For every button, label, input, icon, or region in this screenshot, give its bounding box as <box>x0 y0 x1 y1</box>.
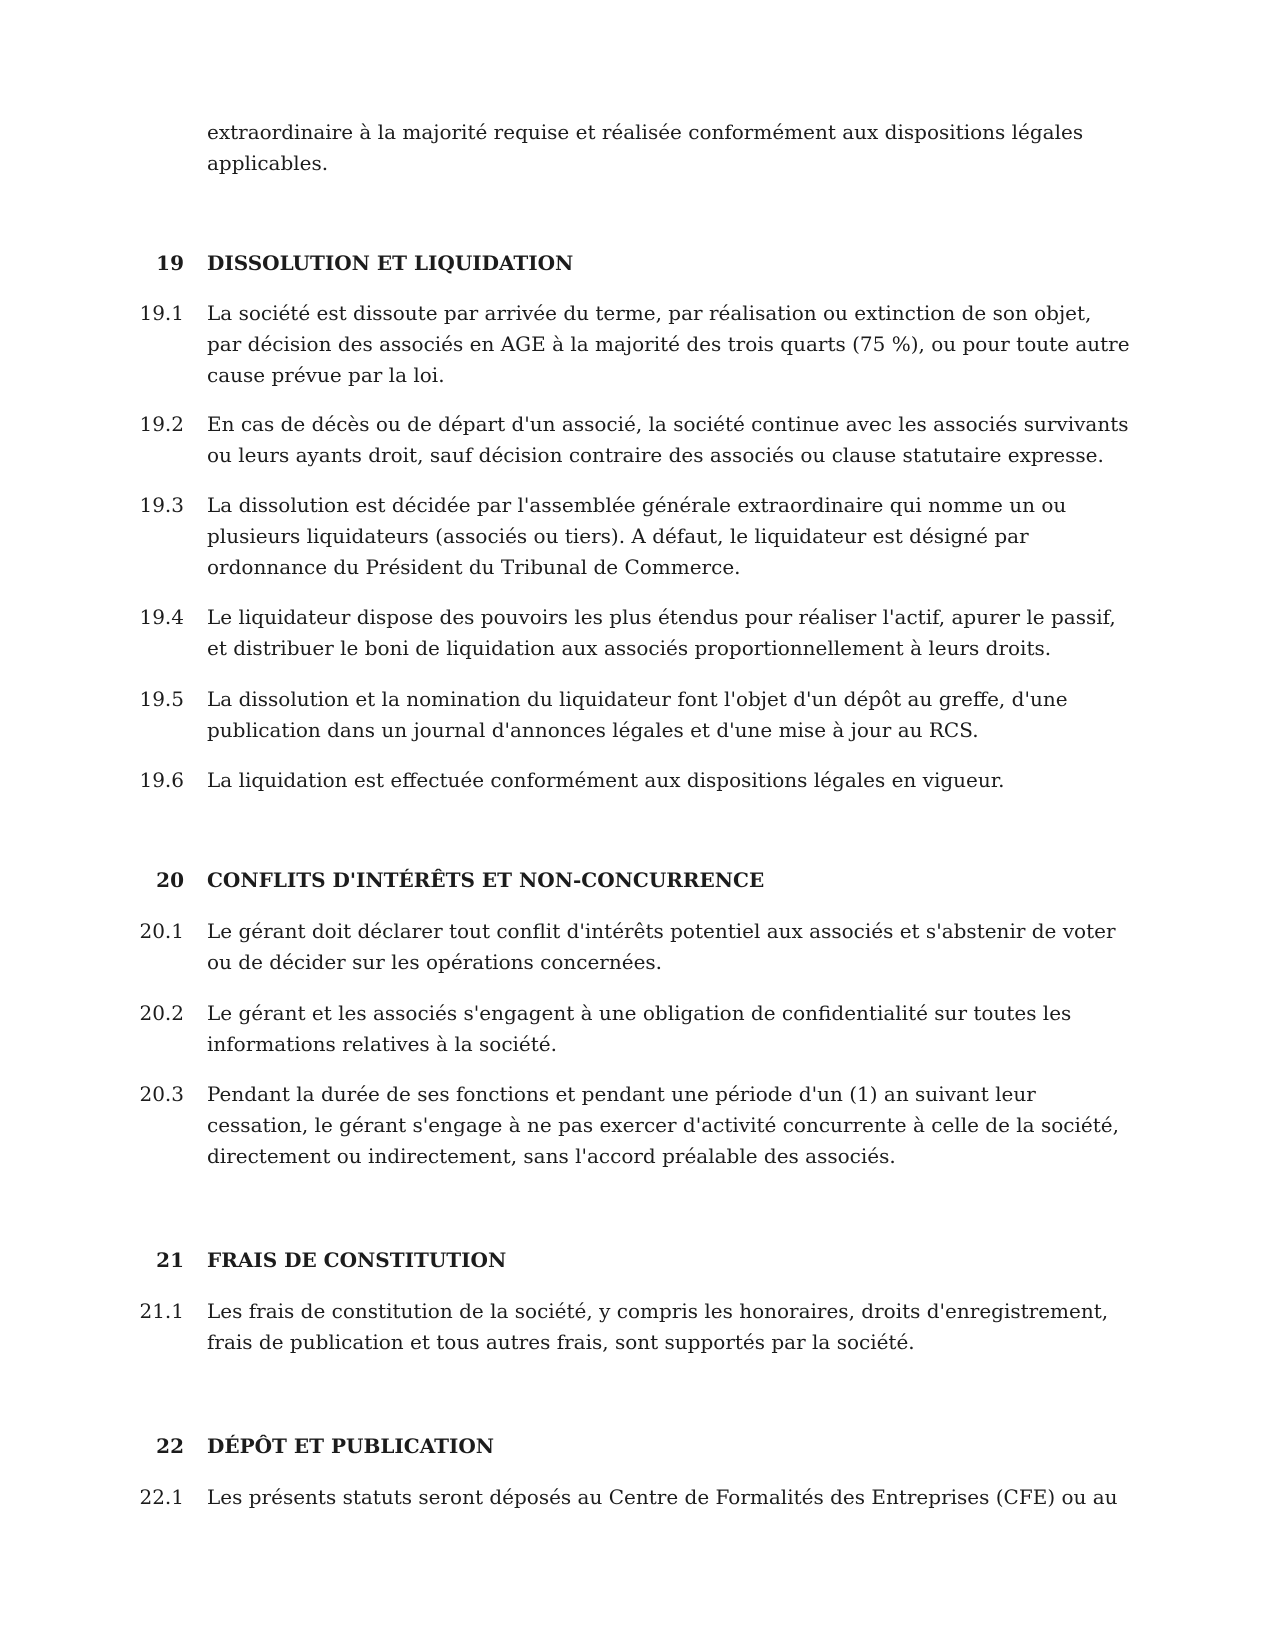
clause-number: 20.2 <box>139 1001 184 1025</box>
clause-number: 19.6 <box>139 768 184 792</box>
section-title: DÉPÔT ET PUBLICATION <box>207 1434 495 1458</box>
clause-text: Le gérant doit déclarer tout conflit d'intérêts potentiel aux associés et s'abstenir de voter ou de décider sur les opérations concernées. <box>207 919 1116 974</box>
clause-number: 20.1 <box>139 919 184 943</box>
clause-text: Les présents statuts seront déposés au Centre de Formalités des Entreprises (CFE) ou au <box>207 1485 1118 1509</box>
clause-number: 20.3 <box>139 1082 184 1106</box>
clause-text: La liquidation est effectuée conformément aux dispositions légales en vigueur. <box>207 768 1005 792</box>
clause-text: Pendant la durée de ses fonctions et pendant une période d'un (1) an suivant leur cessation, le gérant s'engage à ne pas exercer d'activité concurrente à celle de la société, directement ou indirectement, sans l'accord préalable des associés. <box>207 1082 1119 1168</box>
clause-text: En cas de décès ou de départ d'un associé, la société continue avec les associés survivants ou leurs ayants droit, sauf décision contraire des associés ou clause statutaire expresse. <box>207 412 1129 467</box>
section-number: 22 <box>156 1434 184 1458</box>
clause-text: La dissolution et la nomination du liquidateur font l'objet d'un dépôt au greffe, d'une publication dans un journal d'annonces légales et d'une mise à jour au RCS. <box>207 687 1068 742</box>
clause-text: La dissolution est décidée par l'assemblée générale extraordinaire qui nomme un ou plusieurs liquidateurs (associés ou tiers). A défaut, le liquidateur est désigné par ordonnance du Président du Tribunal de Commerce. <box>207 493 1067 579</box>
section-number: 21 <box>156 1248 184 1272</box>
section-heading-19 <box>0 248 1275 279</box>
section-number: 19 <box>156 251 184 275</box>
clause-text: Le gérant et les associés s'engagent à une obligation de confidentialité sur toutes les informations relatives à la société. <box>207 1001 1072 1056</box>
clause-text: Le liquidateur dispose des pouvoirs les plus étendus pour réaliser l'actif, apurer le passif, et distribuer le boni de liquidation aux associés proportionnellement à leurs droits. <box>207 605 1116 660</box>
clause-text: Les frais de constitution de la société, y compris les honoraires, droits d'enregistrement, frais de publication et tous autres frais, sont supportés par la société. <box>207 1299 1109 1354</box>
section-title: FRAIS DE CONSTITUTION <box>207 1248 507 1272</box>
section-title: CONFLITS D'INTÉRÊTS ET NON-CONCURRENCE <box>207 868 765 892</box>
section-number: 20 <box>156 868 184 892</box>
clause-number: 19.4 <box>139 605 184 629</box>
clause-number: 21.1 <box>139 1299 184 1323</box>
intro-paragraph: extraordinaire à la majorité requise et réalisée conformément aux dispositions légales applicables. <box>207 120 1084 175</box>
clause-number: 19.2 <box>139 412 184 436</box>
section-heading-21 <box>0 1245 1275 1276</box>
section-heading-20 <box>0 865 1275 896</box>
clause-number: 19.3 <box>139 493 184 517</box>
clause-text: La société est dissoute par arrivée du terme, par réalisation ou extinction de son objet, par décision des associés en AGE à la majorité des trois quarts (75 %), ou pour toute autre cause prévue par la loi. <box>207 301 1130 387</box>
section-title: DISSOLUTION ET LIQUIDATION <box>207 251 574 275</box>
clause-number: 22.1 <box>139 1485 184 1509</box>
section-heading-22 <box>0 1431 1275 1462</box>
clause-number: 19.1 <box>139 301 184 325</box>
clause-number: 19.5 <box>139 687 184 711</box>
